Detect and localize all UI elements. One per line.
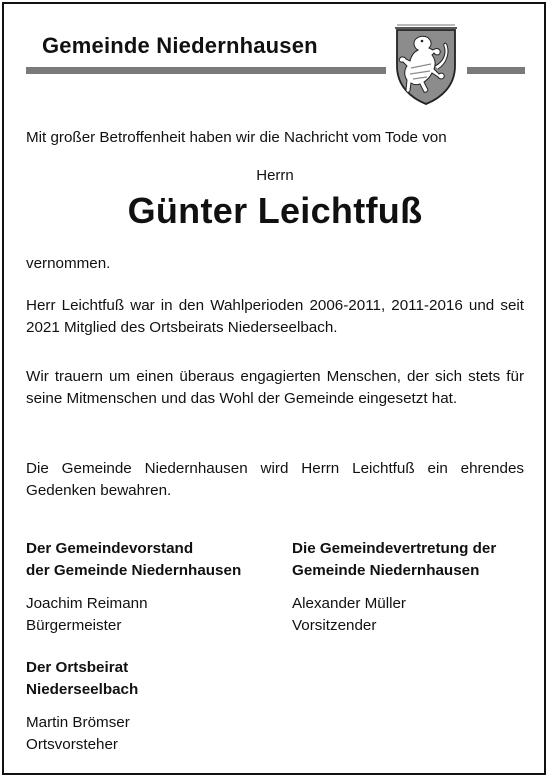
signatory-body-line1: Die Gemeindevertretung der: [292, 540, 497, 557]
mourning-paragraph: Wir trauern um einen überaus engagierten Menschen, der sich stets für seine Mitmenschen und das Wohl der Gemeinde eingesetzt hat.: [26, 368, 524, 407]
header-rule-right: [467, 67, 525, 74]
signatory-role: Ortsvorsteher: [26, 736, 118, 753]
header-rule-left: [26, 67, 386, 74]
deceased-name: Günter Leichtfuß: [127, 190, 423, 231]
organization-name: Gemeinde Niedernhausen: [42, 33, 318, 58]
salutation: Herrn: [256, 167, 294, 184]
signatory-person: Alexander Müller: [292, 595, 406, 612]
signatory-body-line2: Niederseelbach: [26, 681, 139, 698]
signatory-role: Bürgermeister: [26, 617, 122, 634]
service-paragraph: Herr Leichtfuß war in den Wahlperioden 2006-2011, 2011-2016 und seit 2021 Mitglied des Ortsbeirats Niederseelbach.: [26, 297, 524, 336]
signatory-vertretung: [292, 538, 496, 637]
signatory-vorstand: [26, 538, 241, 637]
signatory-body-line1: Der Gemeindevorstand: [26, 540, 194, 557]
intro-text: Mit großer Betroffenheit haben wir die Nachricht vom Tode von: [26, 129, 447, 146]
signatory-person: Joachim Reimann: [26, 595, 148, 612]
memory-paragraph: Die Gemeinde Niedernhausen wird Herrn Leichtfuß ein ehrendes Gedenken bewahren.: [26, 460, 524, 499]
signatory-ortsbeirat: [26, 657, 138, 756]
signatory-body-line2: der Gemeinde Niedernhausen: [26, 562, 242, 579]
signatory-person: Martin Brömser: [26, 714, 130, 731]
signatory-body-line2: Gemeinde Niedernhausen: [292, 562, 480, 579]
signatory-role: Vorsitzender: [292, 617, 377, 634]
signatory-body-line1: Der Ortsbeirat: [26, 659, 129, 676]
received-text: vernommen.: [26, 255, 111, 272]
coat-of-arms-lion-icon: [389, 22, 463, 106]
